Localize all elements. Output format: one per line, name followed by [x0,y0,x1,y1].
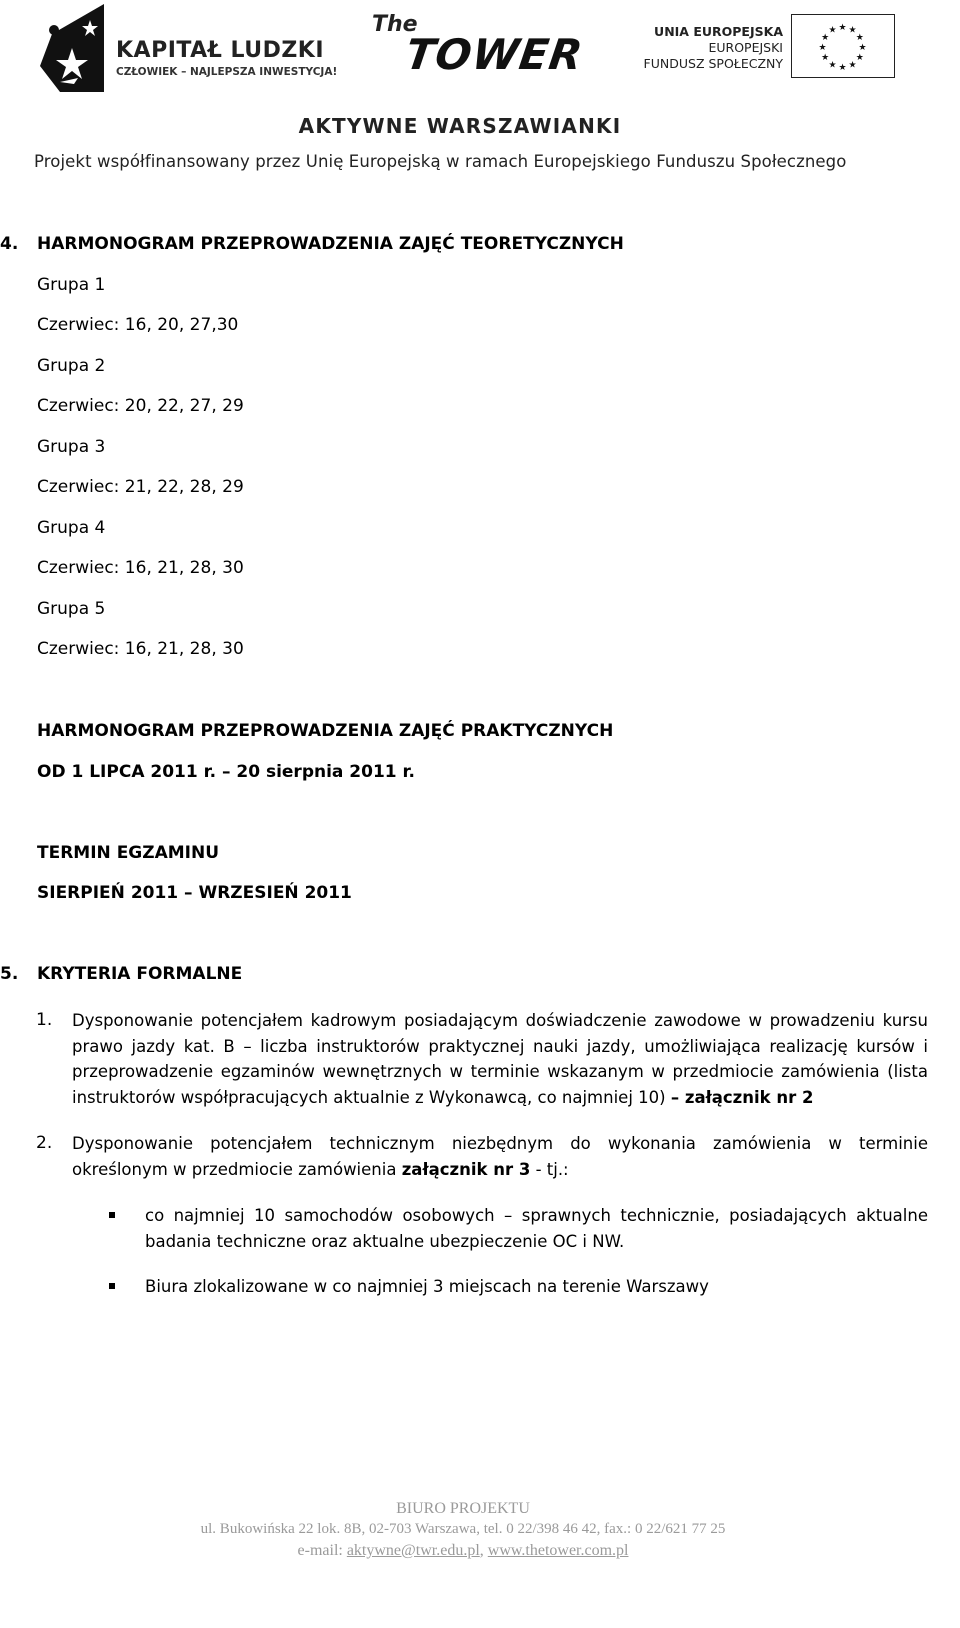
footer-email-link[interactable]: aktywne@twr.edu.pl [346,1542,480,1559]
eu-stars-icon [792,15,893,76]
group-4-dates: Czerwiec: 16, 21, 28, 30 [37,558,244,578]
footer-address: ul. Bukowińska 22 lok. 8B, 02-703 Warszawa, tel. 0 22/398 46 42, fax.: 0 22/621 77 25 [200,1521,726,1537]
kapital-ludzki-title: KAPITAŁ LUDZKI [116,38,325,63]
tower-logo-main: TOWER [402,30,587,79]
footer-title: BIURO PROJEKTU [396,1500,530,1517]
criterion-2-text [72,1131,928,1182]
group-5-dates: Czerwiec: 16, 21, 28, 30 [37,639,244,659]
section-5-number: 5. [0,964,19,984]
kapital-ludzki-logo [38,4,338,96]
bullet-item-2: Biura zlokalizowane w co najmniej 3 miejscach na terenie Warszawy [145,1277,709,1296]
project-tagline: Projekt współfinansowany przez Unię Europejską w ramach Europejskiego Funduszu Społecznego [34,152,847,171]
practical-schedule-dates: OD 1 LIPCA 2011 r. – 20 sierpnia 2011 r. [37,762,415,782]
kapital-ludzki-emblem-icon [38,4,110,94]
svg-text:★: ★ [848,60,857,71]
svg-text:★: ★ [848,25,857,36]
footer-email-label: e-mail: [297,1542,343,1559]
criterion-1-body: Dysponowanie potencjałem kadrowym posiadającym doświadczenie zawodowe w prowadzeniu kursu prawo jazdy kat. B – liczba instruktorów praktycznej nauki jazdy, umożliwiająca realizację kursów i przeprowadzenie egzaminów wewnętrznych w terminie wskazanym w przedmiocie zamówienia (lista instruktorów współpracujących aktualnie z Wykonawcą, co najmniej 10) [72,1011,928,1107]
eu-logo-line2: EUROPEJSKI [708,40,783,55]
group-3-label: Grupa 3 [37,437,106,457]
section-4-number: 4. [0,234,19,254]
svg-text:★: ★ [818,43,827,53]
group-2-dates: Czerwiec: 20, 22, 27, 29 [37,396,244,416]
kapital-ludzki-subtitle: CZŁOWIEK – NAJLEPSZA INWESTYCJA! [116,66,338,78]
group-5-label: Grupa 5 [37,599,106,619]
criterion-2-number: 2. [36,1133,53,1153]
tower-logo-the: The [372,12,418,37]
criterion-1-attachment: – załącznik nr 2 [670,1087,814,1107]
svg-text:★: ★ [838,23,847,33]
exam-title: TERMIN EGZAMINU [37,843,220,863]
criterion-1-number: 1. [36,1010,53,1030]
footer-separator: , [479,1542,484,1559]
section-4-title: HARMONOGRAM PRZEPROWADZENIA ZAJĘĆ TEORETYCZNYCH [37,234,624,254]
eu-logo [643,14,895,80]
bullet-item-1: co najmniej 10 samochodów osobowych – sprawnych technicznie, posiadających aktualne badania techniczne oraz aktualne ubezpieczenie OC i NW. [145,1206,928,1251]
page-header [0,0,960,190]
svg-text:★: ★ [821,53,830,63]
footer-website-link[interactable]: www.thetower.com.pl [487,1542,629,1559]
criterion-1-text [72,1008,928,1110]
the-tower-logo [372,10,602,80]
svg-text:★: ★ [828,25,837,36]
eu-flag [791,14,895,78]
criterion-2-body: Dysponowanie potencjałem technicznym niezbędnym do wykonania zamówienia w terminie określonym w przedmiocie zamówienia [72,1134,928,1179]
svg-text:★: ★ [821,33,830,43]
group-4-label: Grupa 4 [37,518,106,538]
practical-schedule-title: HARMONOGRAM PRZEPROWADZENIA ZAJĘĆ PRAKTYCZNYCH [37,721,614,741]
group-1-dates: Czerwiec: 16, 20, 27,30 [37,315,239,335]
footer-contact [0,1542,926,1560]
group-1-label: Grupa 1 [37,275,106,295]
svg-text:★: ★ [828,60,837,71]
section-5-title: KRYTERIA FORMALNE [37,964,243,984]
group-2-label: Grupa 2 [37,356,106,376]
svg-text:★: ★ [855,33,864,43]
svg-text:★: ★ [838,63,847,73]
bullet-square-icon [109,1212,115,1218]
project-name: AKTYWNE WARSZAWIANKI [298,114,622,138]
bullet-square-icon [109,1283,115,1289]
group-3-dates: Czerwiec: 21, 22, 28, 29 [37,477,244,497]
eu-logo-line1: UNIA EUROPEJSKA [654,24,783,39]
criterion-2-attachment: załącznik nr 3 [401,1159,531,1179]
svg-text:★: ★ [855,53,864,63]
svg-text:★: ★ [858,43,867,53]
criterion-2-tail: - tj.: [535,1159,569,1179]
eu-logo-line3: FUNDUSZ SPOŁECZNY [643,56,783,71]
exam-dates: SIERPIEŃ 2011 – WRZESIEŃ 2011 [37,883,352,903]
